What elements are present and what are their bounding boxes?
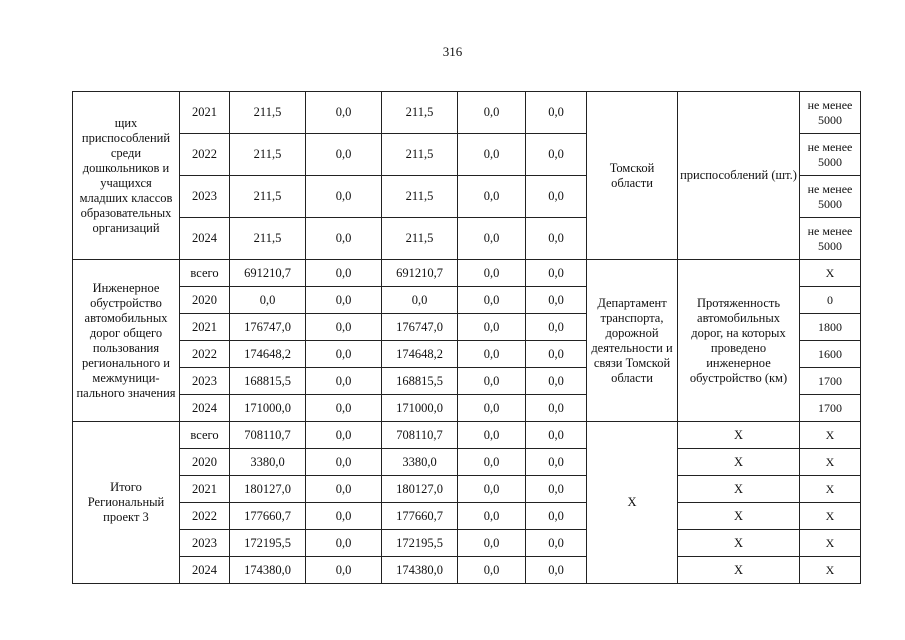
value-cell-total: 211,5 <box>230 92 306 134</box>
indicator-cell: X <box>678 422 800 449</box>
value-cell-c4: 0,0 <box>458 530 526 557</box>
year-cell: 2023 <box>180 530 230 557</box>
value-cell-c3: 176747,0 <box>382 314 458 341</box>
target-cell: X <box>800 530 861 557</box>
event-name-cell: Инженерное обустройство автомобильных дорог общего пользования регионального и межмуници-пального значения <box>73 260 180 422</box>
value-cell-c2: 0,0 <box>306 314 382 341</box>
executor-cell: X <box>587 422 678 584</box>
year-cell: 2023 <box>180 368 230 395</box>
value-cell-c2: 0,0 <box>306 287 382 314</box>
value-cell-total: 174648,2 <box>230 341 306 368</box>
table-row <box>73 92 861 134</box>
table-row <box>73 557 861 584</box>
value-cell-c2: 0,0 <box>306 395 382 422</box>
value-cell-c5: 0,0 <box>526 422 587 449</box>
value-cell-c3: 172195,5 <box>382 530 458 557</box>
target-cell: не менее 5000 <box>800 92 861 134</box>
target-cell: X <box>800 503 861 530</box>
table-row <box>73 476 861 503</box>
value-cell-c3: 177660,7 <box>382 503 458 530</box>
target-cell: 1700 <box>800 368 861 395</box>
value-cell-c5: 0,0 <box>526 368 587 395</box>
table-body <box>73 92 861 584</box>
value-cell-c3: 171000,0 <box>382 395 458 422</box>
value-cell-c2: 0,0 <box>306 260 382 287</box>
target-cell: не менее 5000 <box>800 176 861 218</box>
value-cell-total: 211,5 <box>230 176 306 218</box>
indicator-cell: X <box>678 557 800 584</box>
value-cell-c4: 0,0 <box>458 449 526 476</box>
value-cell-c2: 0,0 <box>306 368 382 395</box>
table-row <box>73 530 861 557</box>
value-cell-c4: 0,0 <box>458 503 526 530</box>
year-cell: 2024 <box>180 557 230 584</box>
value-cell-c3: 708110,7 <box>382 422 458 449</box>
budget-table <box>72 91 861 584</box>
value-cell-c4: 0,0 <box>458 422 526 449</box>
value-cell-c5: 0,0 <box>526 530 587 557</box>
year-cell: 2022 <box>180 134 230 176</box>
value-cell-c5: 0,0 <box>526 176 587 218</box>
event-name-cell: щих приспособлений среди дошкольников и учащихся младших классов образовательных организаций <box>73 92 180 260</box>
value-cell-c5: 0,0 <box>526 476 587 503</box>
value-cell-c3: 180127,0 <box>382 476 458 503</box>
value-cell-c3: 211,5 <box>382 176 458 218</box>
value-cell-total: 180127,0 <box>230 476 306 503</box>
target-cell: X <box>800 449 861 476</box>
table-row <box>73 449 861 476</box>
value-cell-total: 3380,0 <box>230 449 306 476</box>
value-cell-total: 211,5 <box>230 134 306 176</box>
table-row <box>73 260 861 287</box>
value-cell-c2: 0,0 <box>306 92 382 134</box>
value-cell-total: 168815,5 <box>230 368 306 395</box>
executor-cell: Департамент транспорта, дорожной деятельности и связи Томской области <box>587 260 678 422</box>
value-cell-c4: 0,0 <box>458 92 526 134</box>
value-cell-c2: 0,0 <box>306 503 382 530</box>
target-cell: не менее 5000 <box>800 134 861 176</box>
value-cell-c4: 0,0 <box>458 134 526 176</box>
value-cell-c3: 211,5 <box>382 218 458 260</box>
value-cell-total: 0,0 <box>230 287 306 314</box>
target-cell: X <box>800 476 861 503</box>
value-cell-total: 211,5 <box>230 218 306 260</box>
year-cell: 2022 <box>180 503 230 530</box>
value-cell-c5: 0,0 <box>526 218 587 260</box>
year-cell: 2023 <box>180 176 230 218</box>
value-cell-c5: 0,0 <box>526 287 587 314</box>
indicator-cell: X <box>678 476 800 503</box>
year-cell: 2024 <box>180 395 230 422</box>
indicator-cell: X <box>678 449 800 476</box>
value-cell-c5: 0,0 <box>526 449 587 476</box>
year-cell: 2020 <box>180 287 230 314</box>
value-cell-c4: 0,0 <box>458 176 526 218</box>
value-cell-c3: 211,5 <box>382 92 458 134</box>
target-cell: X <box>800 260 861 287</box>
value-cell-c3: 3380,0 <box>382 449 458 476</box>
event-name-cell: Итого Региональный проект 3 <box>73 422 180 584</box>
value-cell-c5: 0,0 <box>526 503 587 530</box>
target-cell: 0 <box>800 287 861 314</box>
indicator-cell: X <box>678 503 800 530</box>
indicator-cell: Протяженность автомобильных дорог, на которых проведено инженерное обустройство (км) <box>678 260 800 422</box>
value-cell-c4: 0,0 <box>458 476 526 503</box>
target-cell: 1800 <box>800 314 861 341</box>
value-cell-c2: 0,0 <box>306 218 382 260</box>
target-cell: не менее 5000 <box>800 218 861 260</box>
indicator-cell: приспособлений (шт.) <box>678 92 800 260</box>
year-cell: 2021 <box>180 476 230 503</box>
value-cell-c5: 0,0 <box>526 260 587 287</box>
value-cell-c5: 0,0 <box>526 557 587 584</box>
value-cell-c5: 0,0 <box>526 395 587 422</box>
value-cell-c2: 0,0 <box>306 176 382 218</box>
value-cell-c2: 0,0 <box>306 476 382 503</box>
value-cell-c3: 168815,5 <box>382 368 458 395</box>
table-row <box>73 422 861 449</box>
target-cell: 1700 <box>800 395 861 422</box>
value-cell-c4: 0,0 <box>458 341 526 368</box>
value-cell-c4: 0,0 <box>458 287 526 314</box>
value-cell-c2: 0,0 <box>306 422 382 449</box>
indicator-cell: X <box>678 530 800 557</box>
value-cell-c4: 0,0 <box>458 557 526 584</box>
value-cell-total: 171000,0 <box>230 395 306 422</box>
value-cell-c5: 0,0 <box>526 134 587 176</box>
year-cell: 2024 <box>180 218 230 260</box>
table-row <box>73 503 861 530</box>
year-cell: 2021 <box>180 92 230 134</box>
value-cell-c2: 0,0 <box>306 530 382 557</box>
value-cell-total: 174380,0 <box>230 557 306 584</box>
value-cell-c4: 0,0 <box>458 314 526 341</box>
value-cell-c4: 0,0 <box>458 395 526 422</box>
value-cell-c5: 0,0 <box>526 314 587 341</box>
value-cell-c3: 211,5 <box>382 134 458 176</box>
value-cell-c2: 0,0 <box>306 341 382 368</box>
year-cell: всего <box>180 260 230 287</box>
value-cell-c3: 174380,0 <box>382 557 458 584</box>
year-cell: 2020 <box>180 449 230 476</box>
value-cell-c5: 0,0 <box>526 341 587 368</box>
value-cell-c5: 0,0 <box>526 92 587 134</box>
value-cell-c2: 0,0 <box>306 134 382 176</box>
value-cell-c3: 174648,2 <box>382 341 458 368</box>
target-cell: 1600 <box>800 341 861 368</box>
page-number: 316 <box>442 44 463 59</box>
year-cell: всего <box>180 422 230 449</box>
value-cell-c2: 0,0 <box>306 557 382 584</box>
value-cell-c3: 691210,7 <box>382 260 458 287</box>
value-cell-c3: 0,0 <box>382 287 458 314</box>
value-cell-total: 177660,7 <box>230 503 306 530</box>
value-cell-total: 176747,0 <box>230 314 306 341</box>
value-cell-total: 691210,7 <box>230 260 306 287</box>
year-cell: 2022 <box>180 341 230 368</box>
value-cell-c2: 0,0 <box>306 449 382 476</box>
target-cell: X <box>800 422 861 449</box>
value-cell-c4: 0,0 <box>458 260 526 287</box>
target-cell: X <box>800 557 861 584</box>
value-cell-total: 708110,7 <box>230 422 306 449</box>
value-cell-c4: 0,0 <box>458 218 526 260</box>
value-cell-total: 172195,5 <box>230 530 306 557</box>
executor-cell: Томской области <box>587 92 678 260</box>
value-cell-c4: 0,0 <box>458 368 526 395</box>
year-cell: 2021 <box>180 314 230 341</box>
